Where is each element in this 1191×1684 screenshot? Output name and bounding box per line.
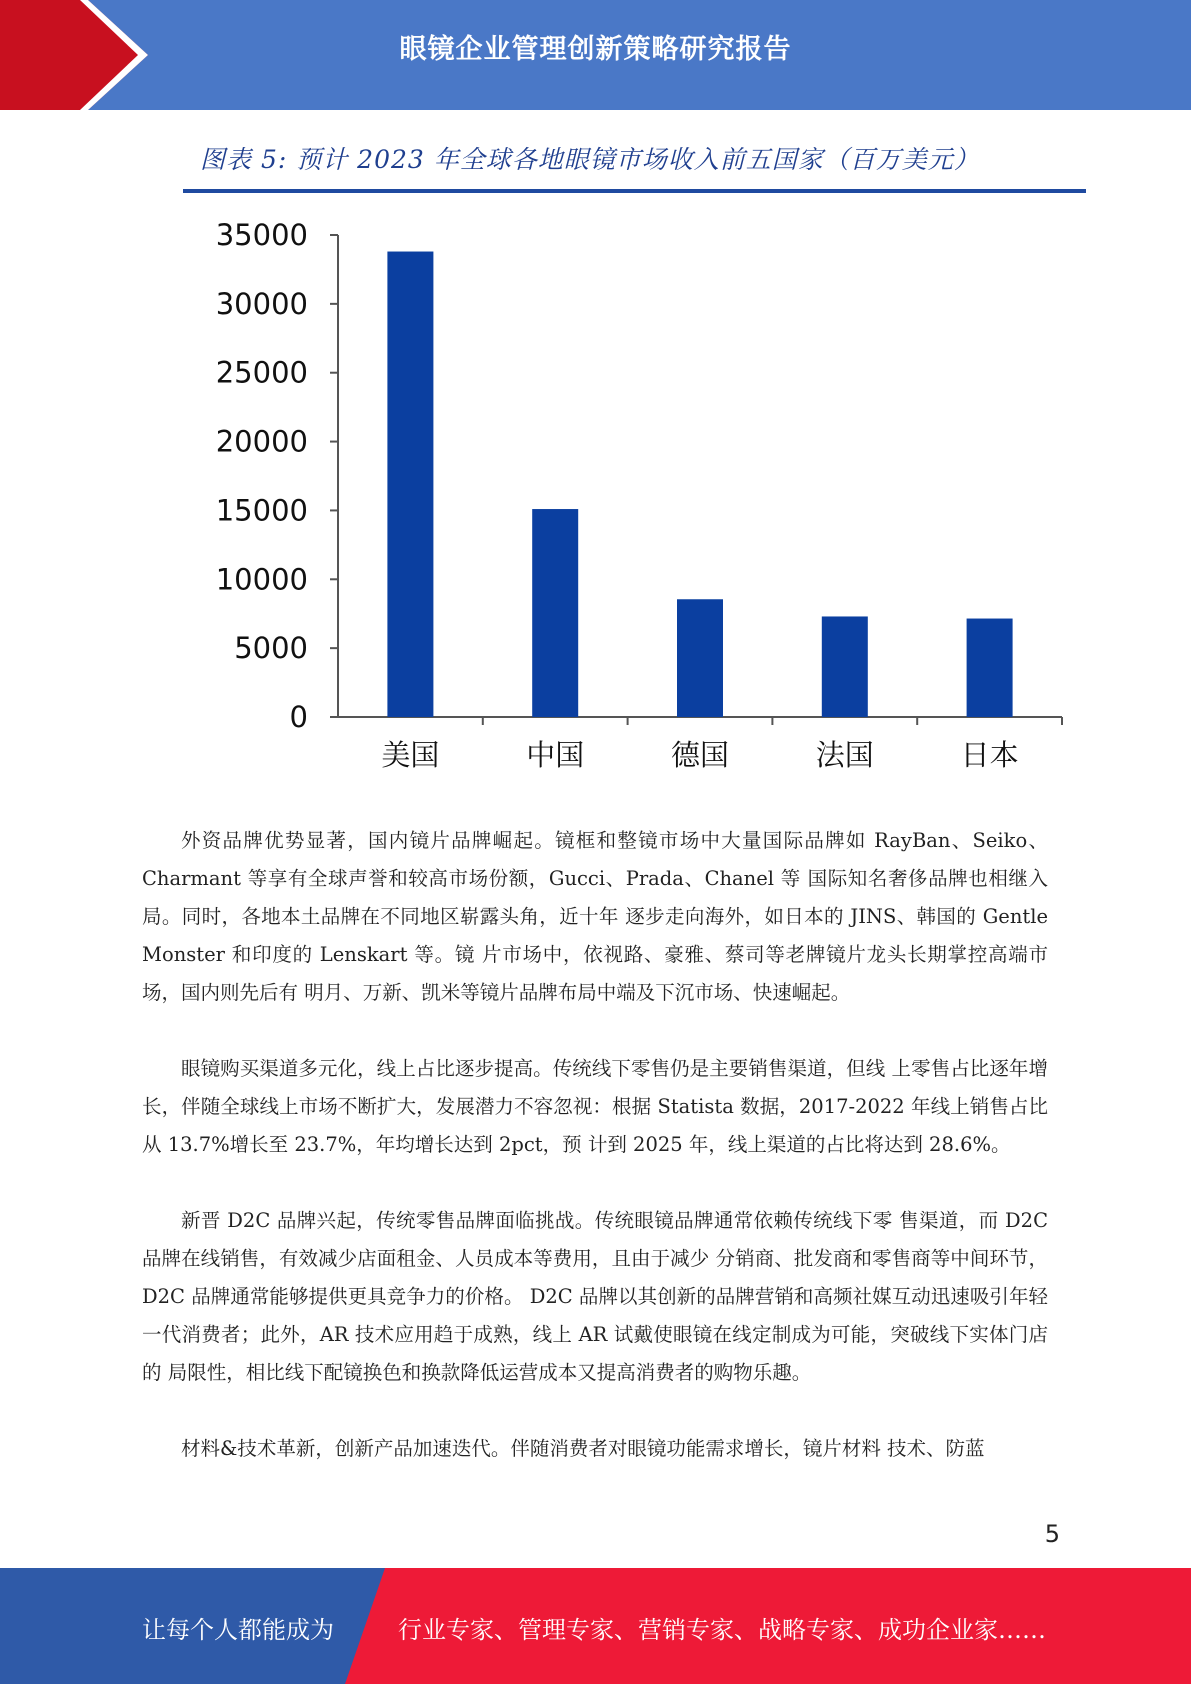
paragraph-1: 外资品牌优势显著，国内镜片品牌崛起。镜框和整镜市场中大量国际品牌如 RayBan、Seiko、Charmant 等享有全球声誉和较高市场份额，Gucci、Prada、Chanel 等 国际知名奢侈品牌也相继入局。同时，各地本土品牌在不同地区崭露头角，近十年 逐步走向海外，如日本的 JINS、韩国的 Gentle Monster 和印度的 Lenskart 等。镜 片市场中，依视路、豪雅、蔡司等老牌镜片龙头长期掌控高端市场，国内则先后有 明月、万新、凯米等镜片品牌布局中端及下沉市场、快速崛起。 xyxy=(142,829,1048,1004)
page-header xyxy=(0,0,1191,110)
bar xyxy=(967,619,1013,717)
y-tick-label: 10000 xyxy=(215,562,308,597)
x-tick-label: 日本 xyxy=(960,738,1019,772)
caption-divider xyxy=(183,189,1086,193)
footer-slogan-left: 让每个人都能成为 xyxy=(142,1616,334,1644)
bar-chart-svg xyxy=(200,210,1080,790)
bar xyxy=(822,616,868,717)
bar xyxy=(532,509,578,717)
paragraph-3: 新晋 D2C 品牌兴起，传统零售品牌面临挑战。传统眼镜品牌通常依赖传统线下零 售渠道，而 D2C 品牌在线销售，有效减少店面租金、人员成本等费用，且由于减少 分销商、批发商和零售商等中间环节，D2C 品牌通常能够提供更具竞争力的价格。 D2C 品牌以其创新的品牌营销和高频社媒互动迅速吸引年轻一代消费者；此外，AR 技术应用趋于成熟，线上 AR 试戴使眼镜在线定制成为可能，突破线下实体门店的 局限性，相比线下配镜换色和换款降低运营成本又提高消费者的购物乐趣。 xyxy=(142,1209,1048,1384)
bar-chart xyxy=(200,210,1080,790)
bar xyxy=(387,252,433,717)
paragraph-2: 眼镜购买渠道多元化，线上占比逐步提高。传统线下零售仍是主要销售渠道，但线 上零售占比逐年增长，伴随全球线上市场不断扩大，发展潜力不容忽视：根据 Statista 数据，2017-2022 年线上销售占比从 13.7%增长至 23.7%，年均增长达到 2pct，预 计到 2025 年，线上渠道的占比将达到 28.6%。 xyxy=(142,1057,1048,1156)
x-tick-label: 美国 xyxy=(381,738,440,772)
y-tick-label: 35000 xyxy=(215,218,308,252)
y-tick-label: 30000 xyxy=(215,286,308,321)
y-tick-label: 20000 xyxy=(215,424,308,459)
page-number: 5 xyxy=(1044,1520,1060,1548)
y-tick-label: 15000 xyxy=(215,493,308,528)
y-tick-label: 25000 xyxy=(215,355,308,390)
report-title: 眼镜企业管理创新策略研究报告 xyxy=(399,34,792,65)
footer-slogan-right: 行业专家、管理专家、营销专家、战略专家、成功企业家…… xyxy=(398,1616,1046,1644)
body-text xyxy=(142,822,1048,1506)
y-tick-label: 5000 xyxy=(234,631,308,666)
x-tick-label: 法国 xyxy=(815,738,874,772)
figure-caption: 图表 5: 预计 2023 年全球各地眼镜市场收入前五国家（百万美元） xyxy=(200,145,980,174)
y-tick-label: 0 xyxy=(289,700,308,734)
x-tick-label: 德国 xyxy=(670,738,730,772)
x-tick-label: 中国 xyxy=(526,738,585,772)
paragraph-4: 材料&技术革新，创新产品加速迭代。伴随消费者对眼镜功能需求增长，镜片材料 技术、防蓝 xyxy=(181,1437,985,1460)
bar xyxy=(677,599,723,717)
